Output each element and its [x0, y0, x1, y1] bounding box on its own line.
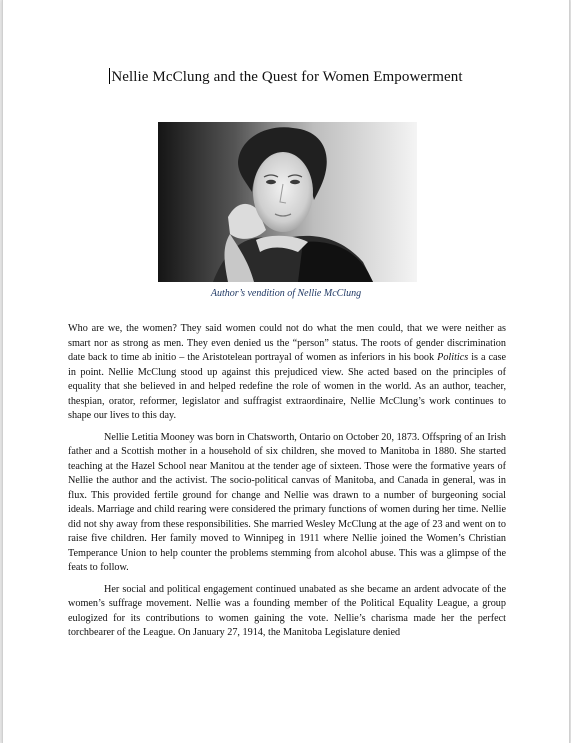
image-caption: Author’s vendition of Nellie McClung	[210, 288, 362, 299]
paragraph[interactable]: Nellie Letitia Mooney was born in Chatsworth, Ontario on October 20, 1873. Offspring of an Irish father and a Scottish mother in a household of six children, she moved to Manitoba in 1880. She started teaching at the Hazel School near Manitou at the tender age of sixteen. Those were the formative years of Nellie the author and the activist. The socio-political canvas of Manitoba, and Canada in general, was in flux. This provided fertile ground for change and Nellie was drawn to a number of burgeoning social ideals. Marriage and child rearing were considered the primary functions of women during her time. Nellie did not shy away from these responsibilities. She married Wesley McClung at the age of 23 and went on to raise five children. Her family moved to Winnipeg in 1911 where Nellie joined the Women’s Christian Temperance Union to help counter the problems stemming from alcohol abuse. This was a glimpse of the feats to follow.	[68, 431, 506, 573]
title-text[interactable]: Nellie McClung and the Quest for Women Empowerment	[111, 69, 463, 85]
portrait-image[interactable]	[158, 122, 417, 282]
paragraph[interactable]	[68, 322, 506, 424]
paragraph-text: Who are we, the women? They said women could not do what the men could, that we were neither as smart nor as strong as men. They even denied us the “person” status. The roots of gender discrimination date back to time ab initio – the Aristotelean portrayal of women as inferiors in his book	[68, 323, 506, 363]
document-page	[2, 0, 570, 743]
paragraph-text: is a case in point. Nellie McClung stood up against this prejudiced view. She acted based on the principles of equality that she believed in and helped redefine the role of women in the world. As an author, teacher, thespian, orator, reformer, legislator and suffragist extraordinaire, Nellie McClung’s work continues to shape our lives to this day.	[68, 352, 506, 421]
book-title: Politics	[437, 352, 469, 363]
portrait-drawing	[158, 122, 417, 282]
paragraph[interactable]: Her social and political engagement continued unabated as she became an ardent advocate of the women’s suffrage movement. Nellie was a founding member of the Political Equality League, a group eulogized for its contributions to women gaining the vote. Nellie’s charisma made her the perfect torchbearer of the League. On January 27, 1914, the Manitoba Legislature denied	[68, 583, 506, 638]
document-title[interactable]	[3, 68, 569, 86]
document-body[interactable]	[68, 322, 506, 648]
